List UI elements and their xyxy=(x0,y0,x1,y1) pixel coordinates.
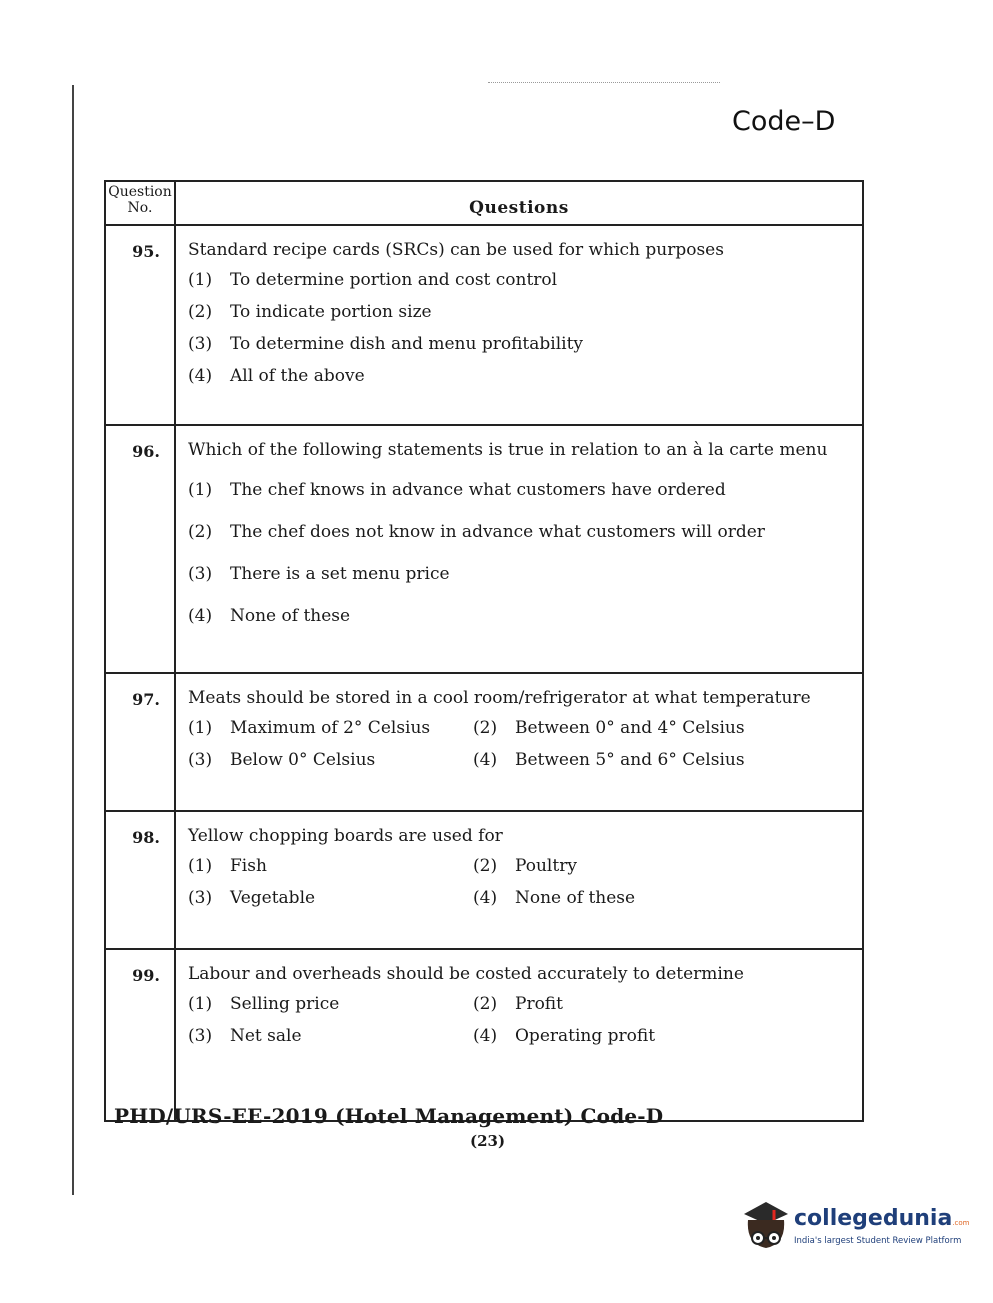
page-margin-line xyxy=(72,85,74,1195)
question-number: 97. xyxy=(106,674,176,810)
option-2: (2) To indicate portion size xyxy=(188,302,432,322)
question-stem: Standard recipe cards (SRCs) can be used for which purposes xyxy=(188,240,724,260)
question-number: 98. xyxy=(106,812,176,948)
option-2: (2) Between 0° and 4° Celsius xyxy=(473,718,745,738)
options-grid xyxy=(188,994,852,1046)
question-body xyxy=(176,950,862,1120)
option-4: (4) Between 5° and 6° Celsius xyxy=(473,750,745,770)
option-3: (3) Net sale xyxy=(188,1026,302,1046)
header-questions: Questions xyxy=(469,198,569,218)
collegedunia-logo xyxy=(738,1198,970,1260)
question-number: 95. xyxy=(106,226,176,424)
header-question-no: Question No. xyxy=(106,182,176,224)
question-stem: Yellow chopping boards are used for xyxy=(188,826,503,846)
option-1: (1) The chef knows in advance what customers have ordered xyxy=(188,480,726,500)
question-number: 96. xyxy=(106,426,176,672)
option-1: (1) Selling price xyxy=(188,994,340,1014)
options-grid xyxy=(188,718,852,770)
question-stem: Which of the following statements is true in relation to an à la carte menu xyxy=(188,440,828,460)
question-number: 99. xyxy=(106,950,176,1120)
option-3: (3) Vegetable xyxy=(188,888,316,908)
option-2: (2) Profit xyxy=(473,994,563,1014)
table-header xyxy=(106,182,862,226)
question-table xyxy=(104,180,864,1122)
option-3: (3) Below 0° Celsius xyxy=(188,750,376,770)
option-3: (3) There is a set menu price xyxy=(188,564,450,584)
brand-tagline: India's largest Student Review Platform xyxy=(794,1236,962,1246)
option-1: (1) Fish xyxy=(188,856,267,876)
exam-footer-title: PHD/URS-EE-2019 (Hotel Management) Code-D xyxy=(114,1104,664,1128)
option-4: (4) None of these xyxy=(473,888,636,908)
question-row-96 xyxy=(106,426,862,674)
question-row-97 xyxy=(106,674,862,812)
option-1: (1) To determine portion and cost control xyxy=(188,270,558,290)
question-stem: Meats should be stored in a cool room/refrigerator at what temperature xyxy=(188,688,811,708)
option-4: (4) All of the above xyxy=(188,366,365,386)
question-row-98 xyxy=(106,812,862,950)
option-2: (2) The chef does not know in advance what customers will order xyxy=(188,522,765,542)
top-dotted-line xyxy=(488,82,720,83)
question-body xyxy=(176,812,862,948)
question-body xyxy=(176,674,862,810)
option-3: (3) To determine dish and menu profitability xyxy=(188,334,584,354)
options-grid xyxy=(188,856,852,908)
question-body xyxy=(176,226,862,424)
question-body xyxy=(176,426,862,672)
page-code-title: Code–D xyxy=(732,106,836,137)
question-row-99 xyxy=(106,950,862,1120)
question-row-95 xyxy=(106,226,862,426)
option-2: (2) Poultry xyxy=(473,856,577,876)
page-number: (23) xyxy=(470,1132,506,1150)
option-4: (4) None of these xyxy=(188,606,351,626)
option-1: (1) Maximum of 2° Celsius xyxy=(188,718,431,738)
question-stem: Labour and overheads should be costed accurately to determine xyxy=(188,964,744,984)
brand-name: collegedunia.com xyxy=(794,1206,970,1231)
option-4: (4) Operating profit xyxy=(473,1026,656,1046)
mascot-icon xyxy=(738,1198,792,1256)
